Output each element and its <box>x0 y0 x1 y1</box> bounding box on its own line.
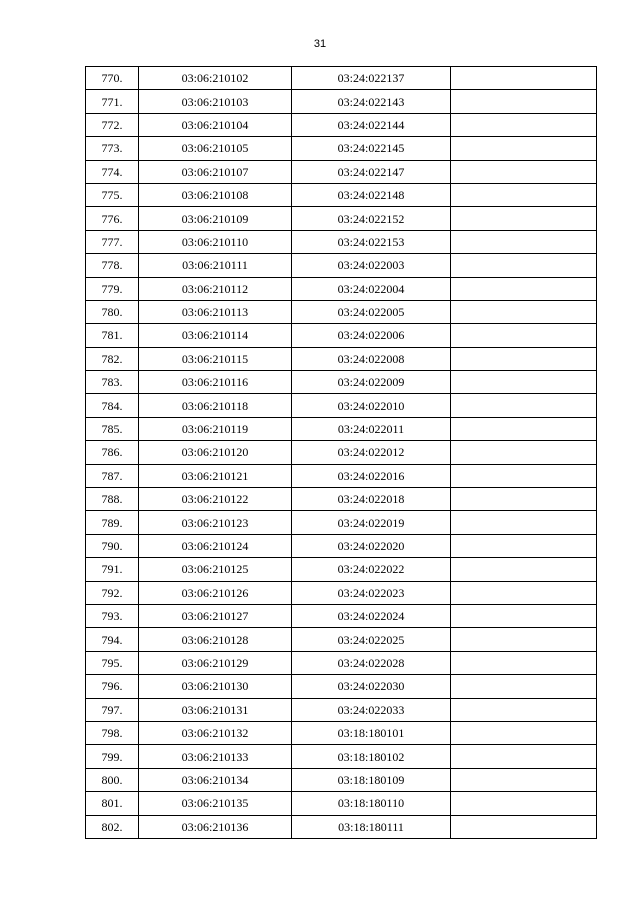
code-a-cell: 03:06:210113 <box>139 300 292 323</box>
table-row <box>86 815 597 838</box>
empty-cell <box>451 604 597 627</box>
table-row <box>86 90 597 113</box>
table-body <box>86 67 597 839</box>
table-row <box>86 67 597 90</box>
code-a-cell: 03:06:210121 <box>139 464 292 487</box>
row-number-cell: 780. <box>86 300 139 323</box>
code-b-cell: 03:18:180102 <box>292 745 451 768</box>
table-row <box>86 675 597 698</box>
empty-cell <box>451 768 597 791</box>
table-row <box>86 254 597 277</box>
empty-cell <box>451 417 597 440</box>
row-number-cell: 798. <box>86 721 139 744</box>
code-b-cell: 03:24:022028 <box>292 651 451 674</box>
code-a-cell: 03:06:210135 <box>139 792 292 815</box>
code-a-cell: 03:06:210109 <box>139 207 292 230</box>
table-row <box>86 300 597 323</box>
empty-cell <box>451 721 597 744</box>
code-a-cell: 03:06:210132 <box>139 721 292 744</box>
empty-cell <box>451 371 597 394</box>
code-b-cell: 03:24:022148 <box>292 183 451 206</box>
table-row <box>86 698 597 721</box>
table-row <box>86 534 597 557</box>
empty-cell <box>451 698 597 721</box>
code-b-cell: 03:24:022003 <box>292 254 451 277</box>
table-row <box>86 277 597 300</box>
empty-cell <box>451 113 597 136</box>
code-b-cell: 03:24:022010 <box>292 394 451 417</box>
row-number-cell: 796. <box>86 675 139 698</box>
code-a-cell: 03:06:210129 <box>139 651 292 674</box>
table-row <box>86 324 597 347</box>
code-a-cell: 03:06:210118 <box>139 394 292 417</box>
code-b-cell: 03:24:022147 <box>292 160 451 183</box>
code-b-cell: 03:24:022008 <box>292 347 451 370</box>
empty-cell <box>451 511 597 534</box>
empty-cell <box>451 534 597 557</box>
table-row <box>86 651 597 674</box>
row-number-cell: 794. <box>86 628 139 651</box>
empty-cell <box>451 441 597 464</box>
table-row <box>86 464 597 487</box>
code-a-cell: 03:06:210105 <box>139 137 292 160</box>
code-b-cell: 03:24:022009 <box>292 371 451 394</box>
table-row <box>86 511 597 534</box>
code-a-cell: 03:06:210104 <box>139 113 292 136</box>
code-b-cell: 03:24:022025 <box>292 628 451 651</box>
empty-cell <box>451 347 597 370</box>
code-b-cell: 03:24:022018 <box>292 488 451 511</box>
empty-cell <box>451 300 597 323</box>
empty-cell <box>451 230 597 253</box>
empty-cell <box>451 488 597 511</box>
table-row <box>86 417 597 440</box>
code-b-cell: 03:24:022016 <box>292 464 451 487</box>
row-number-cell: 800. <box>86 768 139 791</box>
code-a-cell: 03:06:210102 <box>139 67 292 90</box>
table-row <box>86 558 597 581</box>
row-number-cell: 790. <box>86 534 139 557</box>
code-b-cell: 03:18:180111 <box>292 815 451 838</box>
code-a-cell: 03:06:210114 <box>139 324 292 347</box>
code-b-cell: 03:18:180101 <box>292 721 451 744</box>
empty-cell <box>451 183 597 206</box>
code-b-cell: 03:24:022033 <box>292 698 451 721</box>
table-row <box>86 628 597 651</box>
row-number-cell: 783. <box>86 371 139 394</box>
row-number-cell: 785. <box>86 417 139 440</box>
table-row <box>86 792 597 815</box>
empty-cell <box>451 207 597 230</box>
empty-cell <box>451 160 597 183</box>
row-number-cell: 799. <box>86 745 139 768</box>
code-a-cell: 03:06:210107 <box>139 160 292 183</box>
empty-cell <box>451 792 597 815</box>
table-row <box>86 113 597 136</box>
table-row <box>86 347 597 370</box>
code-b-cell: 03:24:022153 <box>292 230 451 253</box>
code-a-cell: 03:06:210116 <box>139 371 292 394</box>
code-a-cell: 03:06:210133 <box>139 745 292 768</box>
table-row <box>86 207 597 230</box>
empty-cell <box>451 628 597 651</box>
table-row <box>86 183 597 206</box>
row-number-cell: 771. <box>86 90 139 113</box>
empty-cell <box>451 558 597 581</box>
row-number-cell: 784. <box>86 394 139 417</box>
code-b-cell: 03:24:022024 <box>292 604 451 627</box>
code-b-cell: 03:24:022006 <box>292 324 451 347</box>
row-number-cell: 773. <box>86 137 139 160</box>
empty-cell <box>451 745 597 768</box>
code-b-cell: 03:18:180109 <box>292 768 451 791</box>
table-row <box>86 230 597 253</box>
code-a-cell: 03:06:210127 <box>139 604 292 627</box>
code-b-cell: 03:24:022023 <box>292 581 451 604</box>
code-b-cell: 03:24:022004 <box>292 277 451 300</box>
row-number-cell: 775. <box>86 183 139 206</box>
table-row <box>86 394 597 417</box>
code-b-cell: 03:24:022012 <box>292 441 451 464</box>
code-b-cell: 03:24:022137 <box>292 67 451 90</box>
code-b-cell: 03:24:022011 <box>292 417 451 440</box>
row-number-cell: 777. <box>86 230 139 253</box>
code-a-cell: 03:06:210108 <box>139 183 292 206</box>
row-number-cell: 779. <box>86 277 139 300</box>
table-row <box>86 371 597 394</box>
code-a-cell: 03:06:210124 <box>139 534 292 557</box>
row-number-cell: 774. <box>86 160 139 183</box>
code-a-cell: 03:06:210123 <box>139 511 292 534</box>
code-a-cell: 03:06:210134 <box>139 768 292 791</box>
table-row <box>86 160 597 183</box>
empty-cell <box>451 815 597 838</box>
empty-cell <box>451 67 597 90</box>
page-number: 31 <box>313 38 327 50</box>
row-number-cell: 788. <box>86 488 139 511</box>
row-number-cell: 802. <box>86 815 139 838</box>
empty-cell <box>451 651 597 674</box>
code-a-cell: 03:06:210125 <box>139 558 292 581</box>
row-number-cell: 793. <box>86 604 139 627</box>
table-row <box>86 441 597 464</box>
table-row <box>86 604 597 627</box>
row-number-cell: 789. <box>86 511 139 534</box>
code-a-cell: 03:06:210112 <box>139 277 292 300</box>
data-table <box>85 66 597 839</box>
code-a-cell: 03:06:210110 <box>139 230 292 253</box>
row-number-cell: 795. <box>86 651 139 674</box>
row-number-cell: 772. <box>86 113 139 136</box>
row-number-cell: 786. <box>86 441 139 464</box>
code-b-cell: 03:24:022152 <box>292 207 451 230</box>
code-b-cell: 03:24:022145 <box>292 137 451 160</box>
empty-cell <box>451 464 597 487</box>
empty-cell <box>451 581 597 604</box>
code-a-cell: 03:06:210131 <box>139 698 292 721</box>
row-number-cell: 797. <box>86 698 139 721</box>
row-number-cell: 791. <box>86 558 139 581</box>
code-b-cell: 03:24:022143 <box>292 90 451 113</box>
empty-cell <box>451 90 597 113</box>
code-a-cell: 03:06:210120 <box>139 441 292 464</box>
row-number-cell: 792. <box>86 581 139 604</box>
row-number-cell: 787. <box>86 464 139 487</box>
code-b-cell: 03:24:022005 <box>292 300 451 323</box>
table-row <box>86 768 597 791</box>
empty-cell <box>451 324 597 347</box>
code-b-cell: 03:24:022019 <box>292 511 451 534</box>
table-row <box>86 581 597 604</box>
code-b-cell: 03:18:180110 <box>292 792 451 815</box>
row-number-cell: 782. <box>86 347 139 370</box>
empty-cell <box>451 254 597 277</box>
code-b-cell: 03:24:022022 <box>292 558 451 581</box>
row-number-cell: 770. <box>86 67 139 90</box>
code-a-cell: 03:06:210103 <box>139 90 292 113</box>
code-b-cell: 03:24:022020 <box>292 534 451 557</box>
code-b-cell: 03:24:022144 <box>292 113 451 136</box>
code-a-cell: 03:06:210115 <box>139 347 292 370</box>
table-row <box>86 488 597 511</box>
code-a-cell: 03:06:210130 <box>139 675 292 698</box>
code-a-cell: 03:06:210136 <box>139 815 292 838</box>
code-b-cell: 03:24:022030 <box>292 675 451 698</box>
code-a-cell: 03:06:210111 <box>139 254 292 277</box>
empty-cell <box>451 137 597 160</box>
row-number-cell: 781. <box>86 324 139 347</box>
row-number-cell: 801. <box>86 792 139 815</box>
row-number-cell: 776. <box>86 207 139 230</box>
empty-cell <box>451 277 597 300</box>
empty-cell <box>451 394 597 417</box>
table-row <box>86 721 597 744</box>
empty-cell <box>451 675 597 698</box>
table-row <box>86 137 597 160</box>
code-a-cell: 03:06:210119 <box>139 417 292 440</box>
code-a-cell: 03:06:210122 <box>139 488 292 511</box>
code-a-cell: 03:06:210126 <box>139 581 292 604</box>
row-number-cell: 778. <box>86 254 139 277</box>
code-a-cell: 03:06:210128 <box>139 628 292 651</box>
table-row <box>86 745 597 768</box>
